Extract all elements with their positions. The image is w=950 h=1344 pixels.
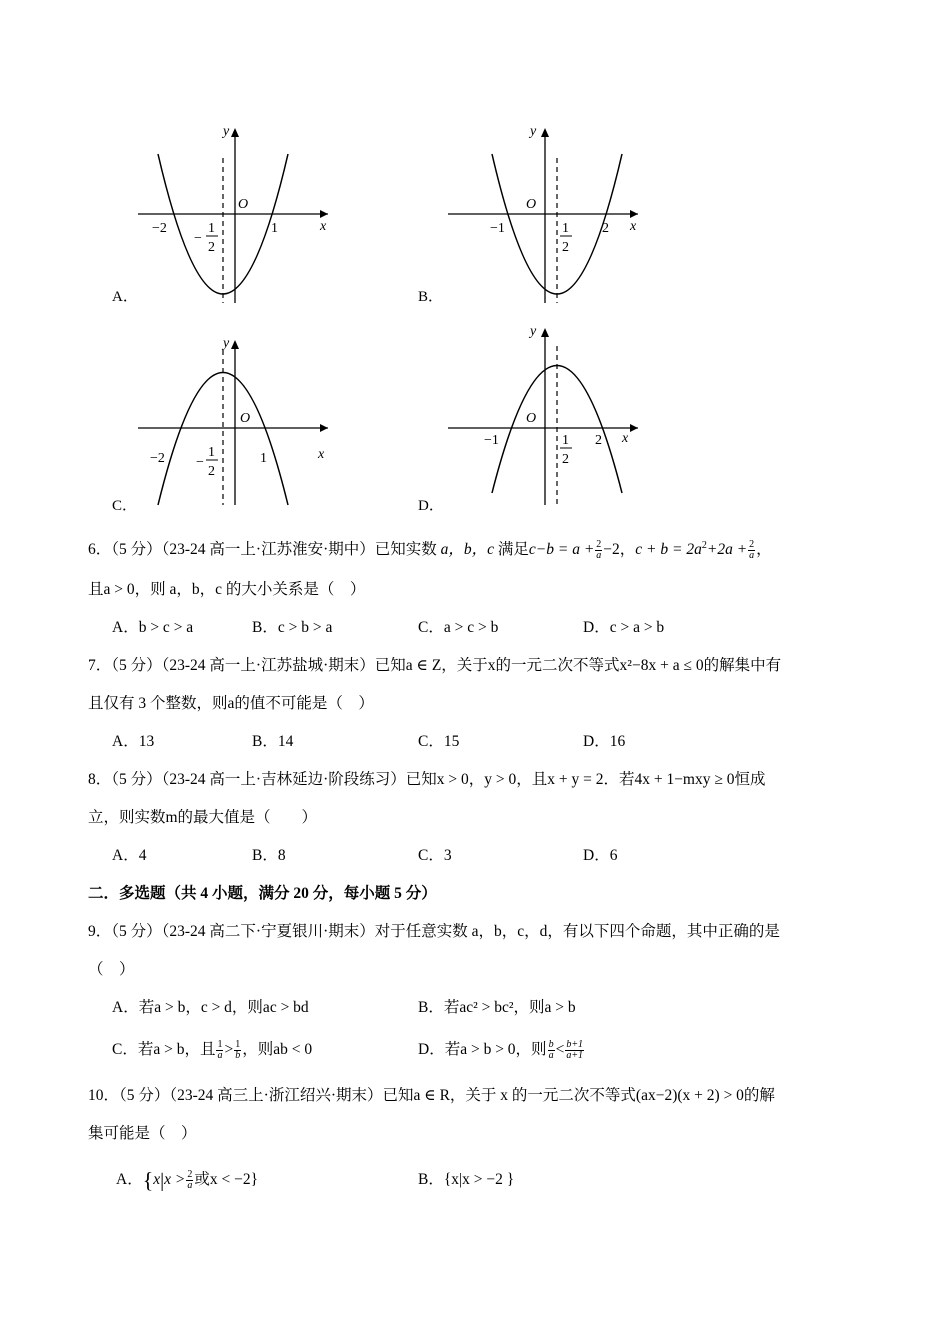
origin-label: O xyxy=(238,197,249,212)
parabola-graph-b xyxy=(440,118,650,308)
graph-a-label: A． xyxy=(112,289,138,305)
tick-label: −2 xyxy=(152,221,167,236)
tick-label: −1 xyxy=(484,433,499,448)
fraction: $\frac{b+1}{a+1}$ xyxy=(566,1039,584,1061)
tick-label: 2 xyxy=(562,452,569,467)
tick-label: 1 xyxy=(562,433,569,448)
fraction: $\frac{2}{a}$ xyxy=(749,539,755,562)
q9-option-a: A．若a > b，c > d，则ac > bd xyxy=(112,999,309,1016)
y-axis-label: y xyxy=(530,324,537,339)
tick-label: 1 xyxy=(208,445,215,460)
tick-label: −2 xyxy=(150,451,165,466)
tick-label: 2 xyxy=(208,240,215,255)
question-6-line-1: 6．（5 分）（23-24 高一上·江苏淮安·期中）已知实数 a，b，c 满足c−b = a + $\frac{2}{a}$ −2，$c + b = 2a^2+2a$ + $\frac{2}{a}$ ， xyxy=(88,539,772,562)
origin-label: O xyxy=(526,197,537,212)
parabola-graph-c xyxy=(130,330,340,510)
q7-option-b: B．14 xyxy=(252,733,294,750)
fraction: $\frac{1}{a}$ xyxy=(217,1039,223,1061)
q6-eq1-end: −2， xyxy=(603,541,636,559)
question-9-line-2: （ ） xyxy=(88,961,135,978)
question-9-line-1: 9．（5 分）（23-24 高二下·宁夏银川·期末）对于任意实数 a，b，c，d，有以下四个命题，其中正确的是 xyxy=(88,923,780,940)
q6-head: 6．（5 分）（23-24 高一上·江苏淮安·期中）已知实数 xyxy=(88,541,437,559)
graph-d xyxy=(440,318,650,508)
q9-option-d: D．若a > b > 0，则 $\frac{b}{a}$ < $\frac{b+1}{a+1}$ xyxy=(418,1039,584,1061)
q6-eq2-mid: +2a + xyxy=(706,541,748,559)
q6-eq2: c + b = 2a xyxy=(635,541,702,559)
y-axis-label: y xyxy=(223,124,230,139)
fraction: $\frac{2}{a}$ xyxy=(596,539,602,562)
x-axis-label: x xyxy=(622,431,629,446)
tick-label: 2 xyxy=(602,221,609,236)
tick-label: 1 xyxy=(208,221,215,236)
q6-vars: a，b，c xyxy=(440,541,495,559)
tick-label: − xyxy=(194,231,202,246)
q8-option-b: B．8 xyxy=(252,847,286,864)
q7-option-d: D．16 xyxy=(583,733,626,750)
y-axis-label: y xyxy=(530,124,537,139)
x-axis-label: x xyxy=(320,219,327,234)
graph-a xyxy=(130,118,340,308)
q8-option-d: D．6 xyxy=(583,847,618,864)
q6-option-a: A．b > c > a xyxy=(112,619,194,636)
tick-label: −1 xyxy=(490,221,505,236)
tick-label: 1 xyxy=(271,221,278,236)
q6-option-c: C．a > c > b xyxy=(418,619,499,636)
tick-label: 2 xyxy=(562,240,569,255)
origin-label: O xyxy=(526,411,537,426)
q6-mid: 满足 xyxy=(497,541,529,559)
section-heading: 二．多选题（共 4 小题，满分 20 分，每小题 5 分） xyxy=(88,885,437,902)
q6-eq1: c−b = a + xyxy=(528,541,595,559)
graph-b xyxy=(440,118,650,308)
fraction: $\frac{1}{b}$ xyxy=(235,1039,241,1061)
q10-option-b: B．{x|x > −2 } xyxy=(418,1171,515,1188)
y-axis-label: y xyxy=(223,336,230,351)
x-axis-label: x xyxy=(318,447,325,462)
question-10-line-1: 10．（5 分）（23-24 高三上·浙江绍兴·期末）已知a ∈ R，关于 x 的一元二次不等式(ax−2)(x + 2) > 0的解 xyxy=(88,1087,775,1104)
parabola-graph-a xyxy=(130,118,340,308)
question-8-line-1: 8．（5 分）（23-24 高一上·吉林延边·阶段练习）已知x > 0，y > 0，且x + y = 2．若4x + 1−mxy ≥ 0恒成 xyxy=(88,771,766,788)
graph-b-label: B． xyxy=(418,289,444,305)
graph-c-label: C． xyxy=(112,498,138,514)
origin-label: O xyxy=(240,411,251,426)
question-8-line-2: 立，则实数m的最大值是（ ） xyxy=(88,809,318,826)
tick-label: 2 xyxy=(595,433,602,448)
question-6-line-2: 且a > 0，则 a，b，c 的大小关系是（ ） xyxy=(88,581,366,598)
graph-c xyxy=(130,330,340,510)
q6-option-d: D．c > a > b xyxy=(583,619,665,636)
q10-option-a: A．{x|x > $\frac{2}{a}$ 或x < −2} xyxy=(116,1167,259,1193)
question-7-line-1: 7．（5 分）（23-24 高一上·江苏盐城·期末）已知a ∈ Z，关于x的一元二次不等式x²−8x + a ≤ 0的解集中有 xyxy=(88,657,782,674)
tick-label: 2 xyxy=(208,464,215,479)
tick-label: 1 xyxy=(260,451,267,466)
tick-label: − xyxy=(196,455,204,470)
q9-option-c: C．若a > b，且 $\frac{1}{a}$ > $\frac{1}{b}$ ，则ab < 0 xyxy=(112,1039,313,1061)
q9-option-b: B．若ac² > bc²，则a > b xyxy=(418,999,576,1016)
question-7-line-2: 且仅有 3 个整数，则a的值不可能是（ ） xyxy=(88,695,374,712)
x-axis-label: x xyxy=(630,219,637,234)
q6-option-b: B．c > b > a xyxy=(252,619,333,636)
q8-option-c: C．3 xyxy=(418,847,452,864)
q8-option-a: A．4 xyxy=(112,847,147,864)
q7-option-a: A．13 xyxy=(112,733,155,750)
tick-label: 1 xyxy=(562,221,569,236)
fraction: $\frac{b}{a}$ xyxy=(548,1039,554,1061)
graph-d-label: D． xyxy=(418,498,444,514)
q7-option-c: C．15 xyxy=(418,733,460,750)
parabola-graph-d xyxy=(440,318,650,508)
fraction: $\frac{2}{a}$ xyxy=(187,1169,193,1191)
question-10-line-2: 集可能是（ ） xyxy=(88,1125,197,1142)
